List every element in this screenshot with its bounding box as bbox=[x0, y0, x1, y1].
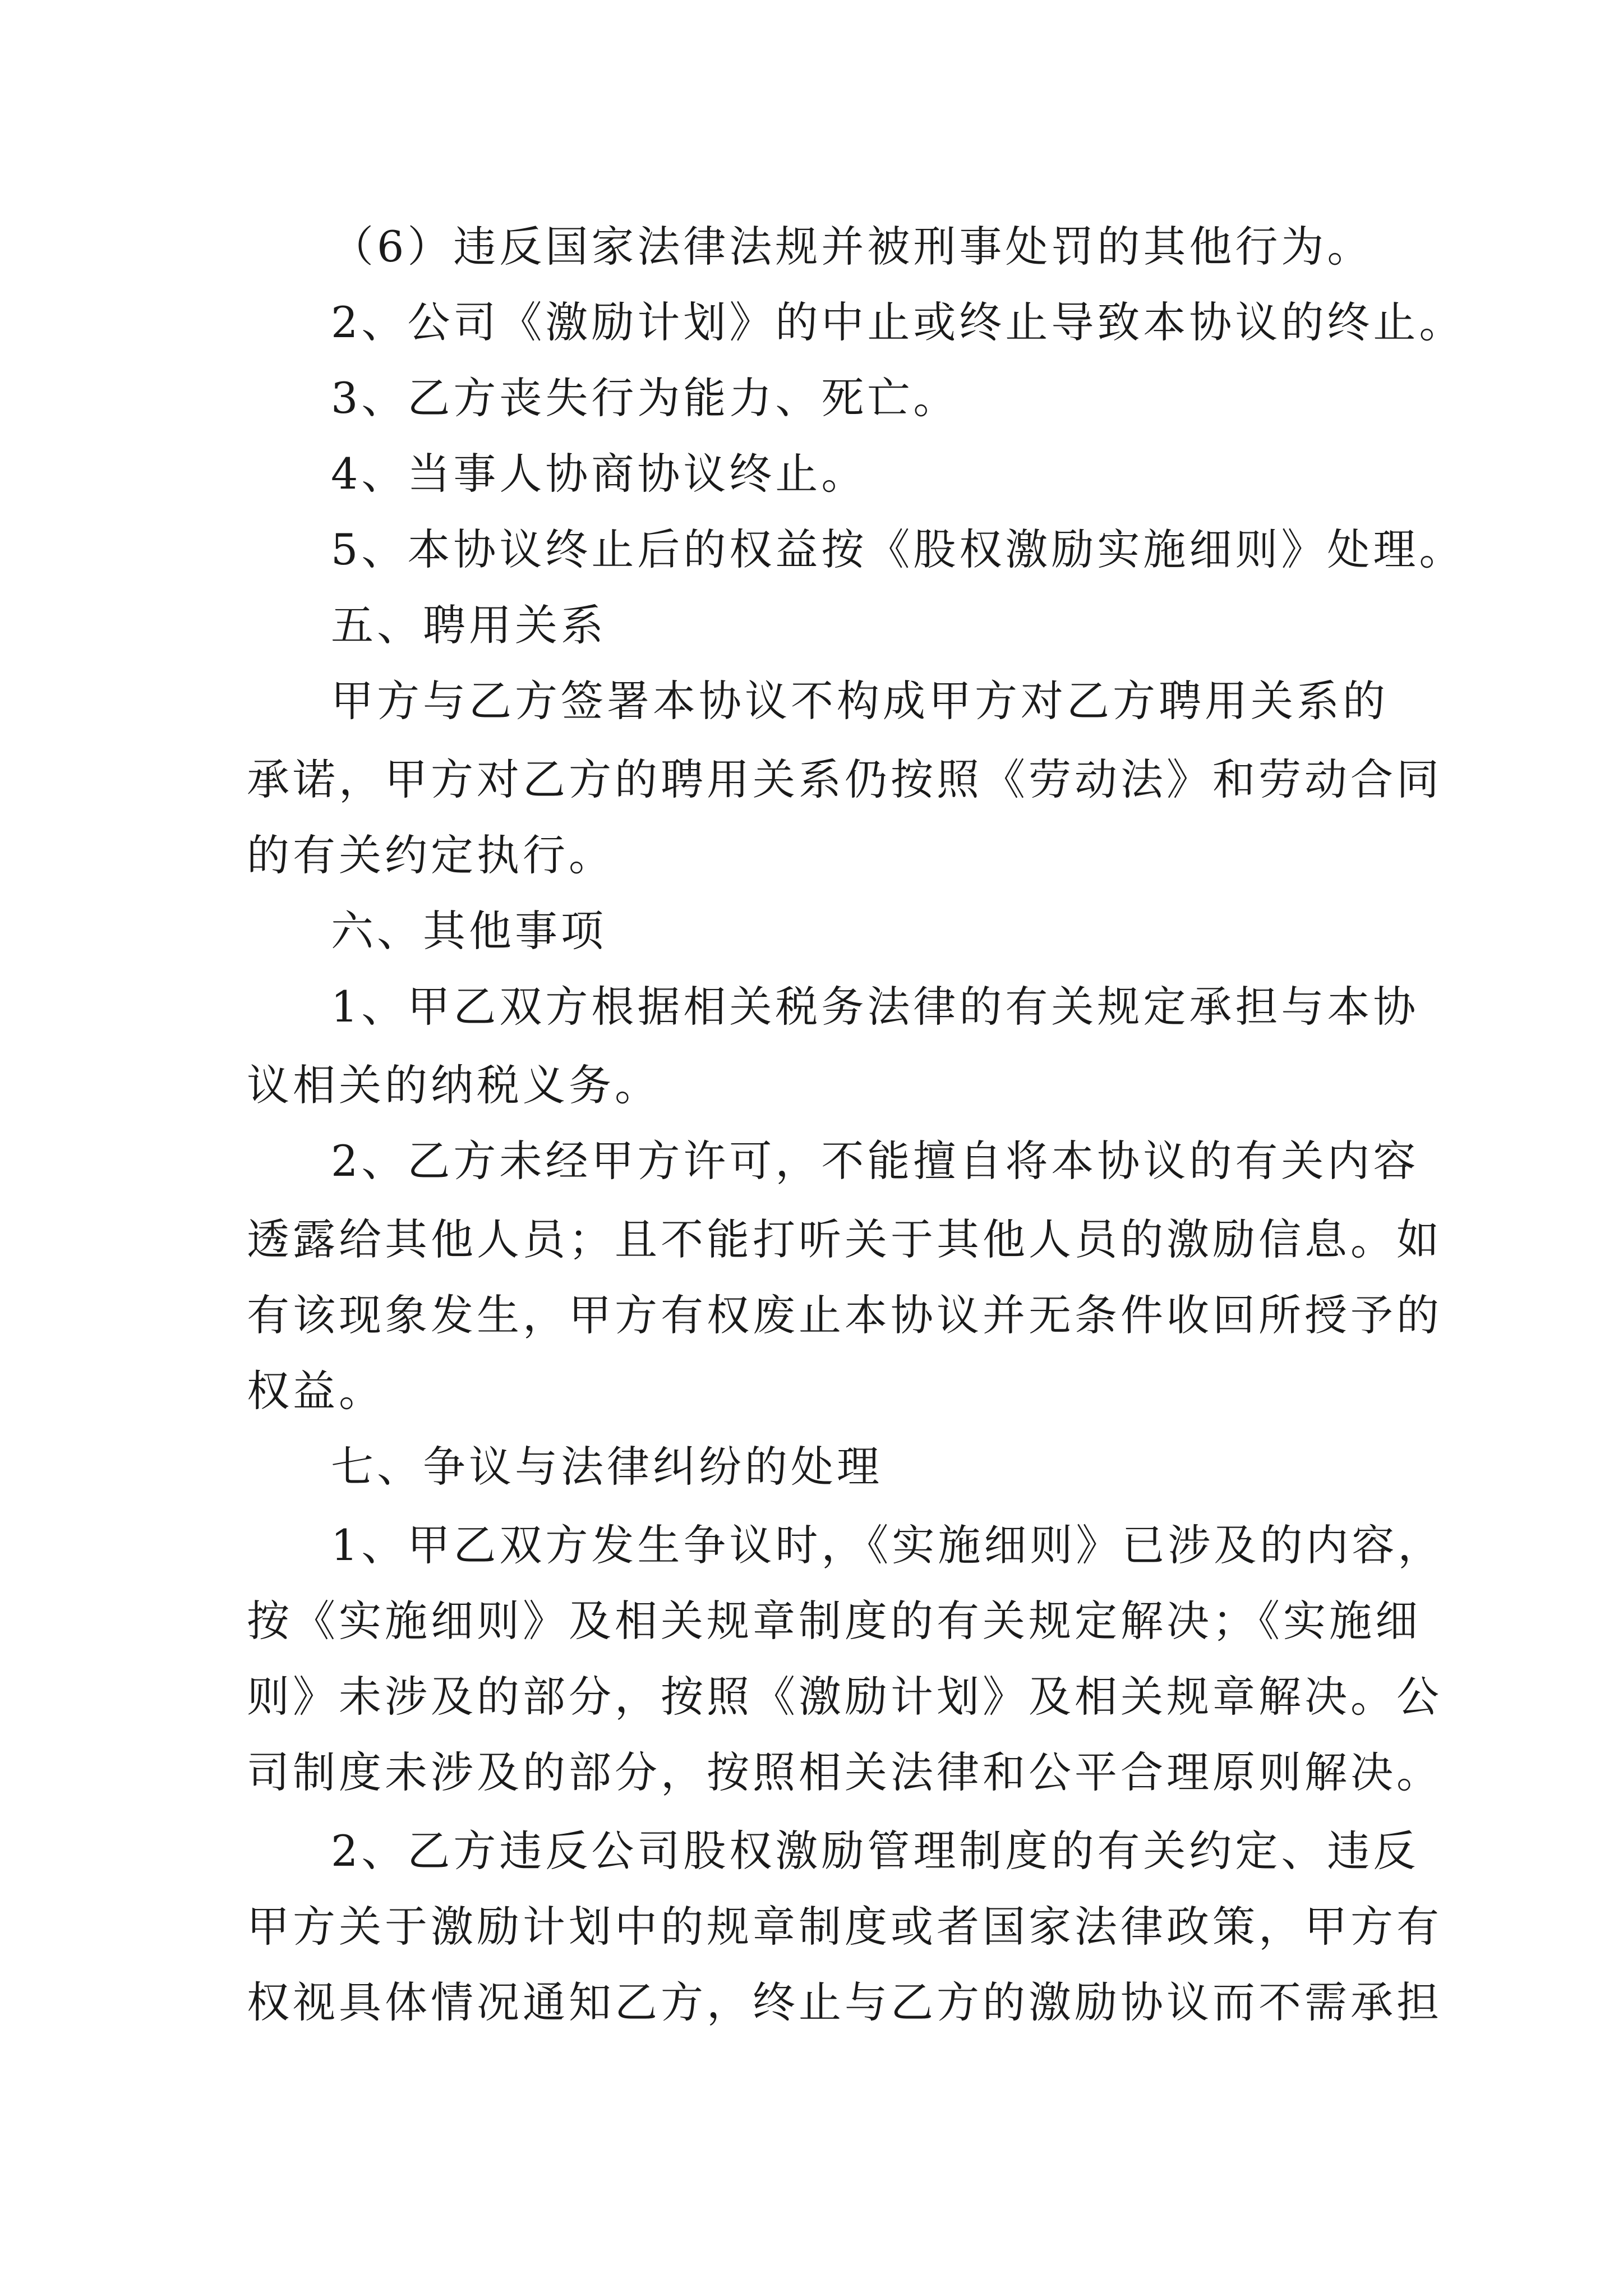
text-line: 有该现象发生，甲方有权废止本协议并无条件收回所授予的 bbox=[247, 1290, 1442, 1340]
text-line: 1、甲乙双方根据相关税务法律的有关规定承担与本协 bbox=[331, 982, 1419, 1032]
text-line: 则》未涉及的部分，按照《激励计划》及相关规章解决。公 bbox=[247, 1672, 1442, 1722]
section-heading: 七、争议与法律纠纷的处理 bbox=[331, 1442, 883, 1492]
text-line: 承诺，甲方对乙方的聘用关系仍按照《劳动法》和劳动合同 bbox=[247, 754, 1442, 804]
text-line: 议相关的纳税义务。 bbox=[247, 1060, 661, 1110]
text-line: 权视具体情况通知乙方，终止与乙方的激励协议而不需承担 bbox=[247, 1977, 1442, 2027]
text-line: 甲方关于激励计划中的规章制度或者国家法律政策，甲方有 bbox=[247, 1902, 1442, 1952]
text-line: 甲方与乙方签署本协议不构成甲方对乙方聘用关系的 bbox=[331, 676, 1389, 726]
text-line: 5、本协议终止后的权益按《股权激励实施细则》处理。 bbox=[331, 524, 1465, 574]
text-line: 2、乙方违反公司股权激励管理制度的有关约定、违反 bbox=[331, 1826, 1419, 1876]
text-line: 的有关约定执行。 bbox=[247, 830, 615, 880]
text-line: 3、乙方丧失行为能力、死亡。 bbox=[331, 373, 960, 423]
text-line: 2、乙方未经甲方许可，不能擅自将本协议的有关内容 bbox=[331, 1136, 1419, 1186]
section-heading: 六、其他事项 bbox=[331, 906, 607, 956]
text-line: 1、甲乙双方发生争议时，《实施细则》已涉及的内容， bbox=[331, 1520, 1444, 1570]
text-line: 4、当事人协商协议终止。 bbox=[331, 449, 868, 499]
text-line: 透露给其他人员；且不能打听关于其他人员的激励信息。如 bbox=[247, 1214, 1442, 1264]
text-line: 2、公司《激励计划》的中止或终止导致本协议的终止。 bbox=[331, 297, 1465, 347]
text-line: 司制度未涉及的部分，按照相关法律和公平合理原则解决。 bbox=[247, 1747, 1442, 1797]
text-line: 按《实施细则》及相关规章制度的有关规定解决；《实施细 bbox=[247, 1596, 1421, 1646]
section-heading: 五、聘用关系 bbox=[331, 600, 607, 650]
text-line: 权益。 bbox=[247, 1366, 385, 1416]
text-line: （6）违反国家法律法规并被刑事处罚的其他行为。 bbox=[331, 222, 1373, 272]
